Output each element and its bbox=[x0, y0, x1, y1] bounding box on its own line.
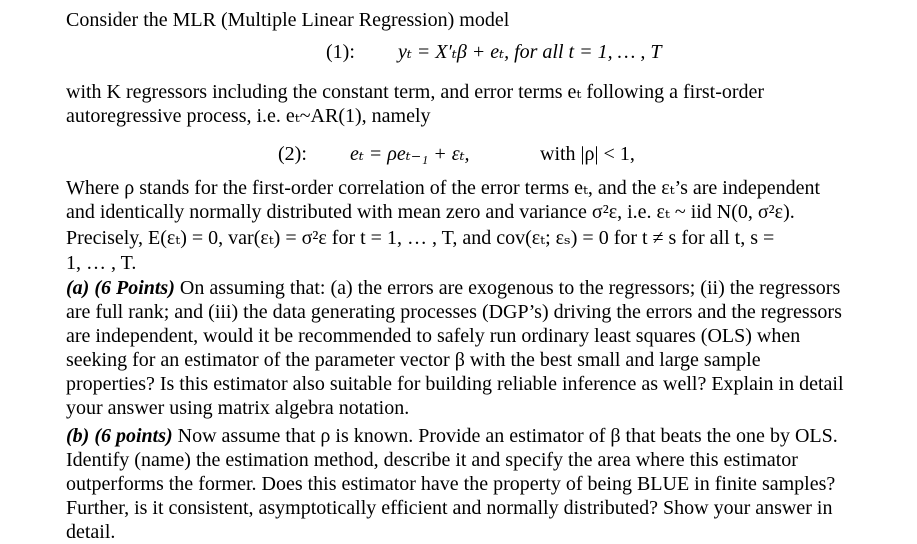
text-line: are independent, would it be recommended to safely run ordinary least squares (OLS) when bbox=[66, 325, 801, 347]
part-b-first-line bbox=[66, 424, 838, 448]
equation-2-condition: with |ρ| < 1, bbox=[540, 143, 635, 165]
text-line: Further, is it consistent, asymptotically efficient and normally distributed? Show your answer in bbox=[66, 497, 833, 519]
text-line: seeking for an estimator of the parameter vector β with the best small and large sample bbox=[66, 349, 761, 371]
equation-2-label: (2): bbox=[278, 143, 307, 165]
equation-2-formula: eₜ = ρeₜ₋₁ + εₜ, bbox=[350, 143, 470, 165]
text-line: your answer using matrix algebra notation. bbox=[66, 397, 410, 419]
part-b-heading: (b) (6 points) bbox=[66, 425, 173, 447]
text-line: Identify (name) the estimation method, describe it and specify the area where this estimator bbox=[66, 449, 798, 471]
equation-1-formula: yₜ = X′ₜβ + eₜ, for all t = 1, … , T bbox=[398, 41, 662, 63]
text-line: outperforms the former. Does this estimator have the property of being BLUE in finite samples? bbox=[66, 473, 836, 495]
part-a-first-line bbox=[66, 276, 840, 300]
text-line: Precisely, E(εₜ) = 0, var(εₜ) = σ²ε for t = 1, … , T, and cov(εₜ; εₛ) = 0 for t ≠ s for all t, s = bbox=[66, 227, 775, 249]
part-b-text: Now assume that ρ is known. Provide an estimator of β that beats the one by OLS. bbox=[172, 425, 838, 447]
text-line: and identically normally distributed with mean zero and variance σ²ε, i.e. εₜ ~ iid N(0, σ²ε). bbox=[66, 201, 795, 223]
text-line: 1, … , T. bbox=[66, 252, 137, 274]
text-line: properties? Is this estimator also suitable for building reliable inference as well? Explain in detail bbox=[66, 373, 844, 395]
part-a-text: On assuming that: (a) the errors are exogenous to the regressors; (ii) the regressors bbox=[174, 277, 841, 299]
text-line: are full rank; and (iii) the data generating processes (DGP’s) driving the errors and the regressors bbox=[66, 301, 842, 323]
intro-line: Consider the MLR (Multiple Linear Regression) model bbox=[66, 9, 510, 31]
part-a-heading: (a) (6 Points) bbox=[66, 277, 175, 299]
text-line: with K regressors including the constant term, and error terms eₜ following a first-order bbox=[66, 81, 765, 103]
text-line: detail. bbox=[66, 521, 116, 543]
text-line: Where ρ stands for the first-order correlation of the error terms eₜ, and the εₜ’s are independent bbox=[66, 177, 821, 199]
equation-1-label: (1): bbox=[326, 41, 355, 63]
text-line: autoregressive process, i.e. eₜ~AR(1), namely bbox=[66, 105, 431, 127]
